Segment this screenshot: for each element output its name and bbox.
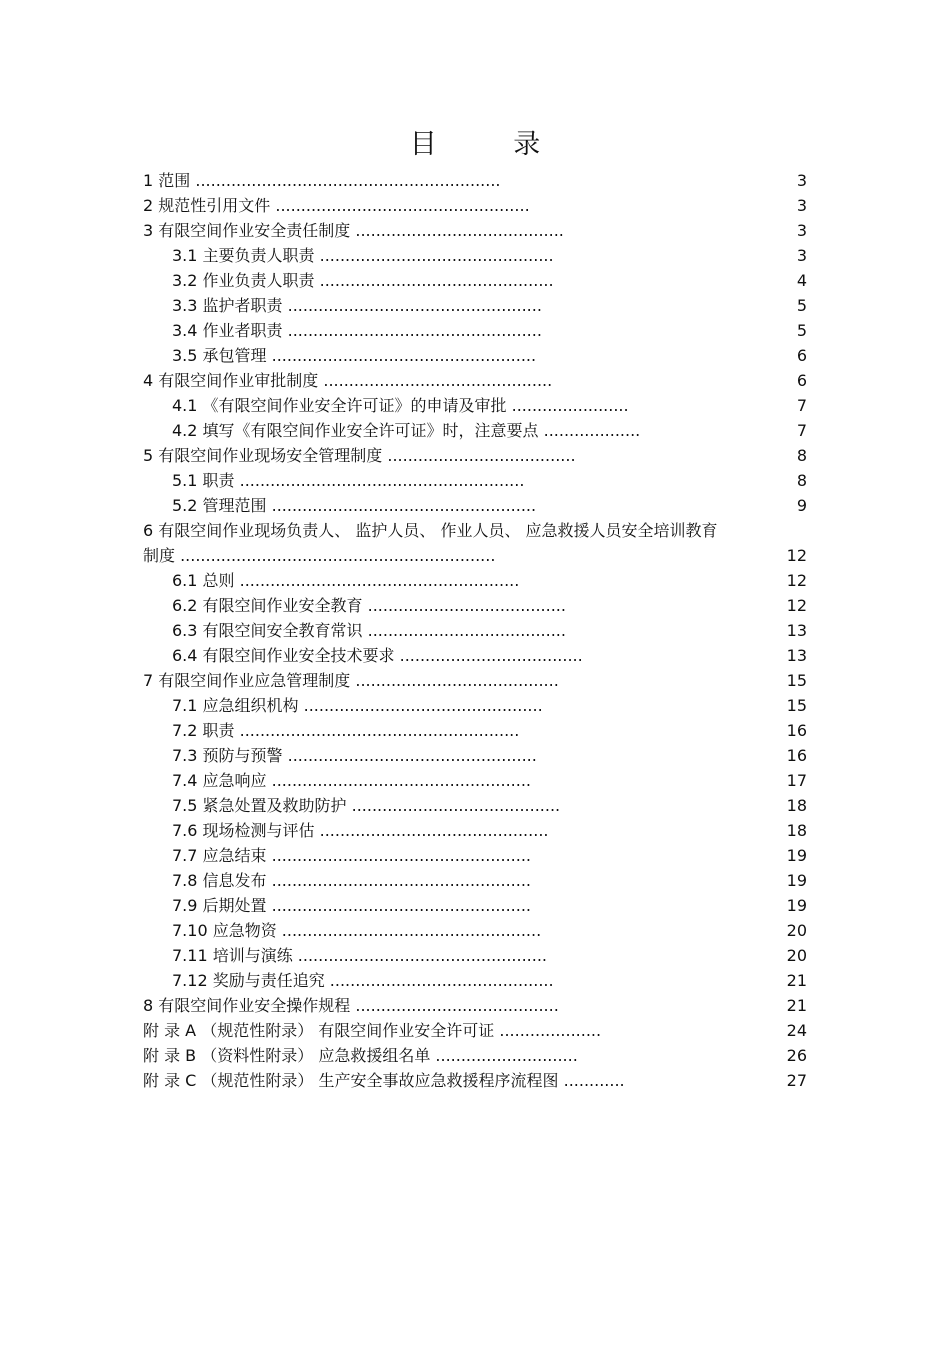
toc-entry[interactable] xyxy=(0,443,950,468)
toc-entry-page: 3 xyxy=(796,246,807,265)
toc-entry-label: 7.4 应急响应 ................................................... xyxy=(172,771,532,790)
toc-entry-label: 6.3 有限空间安全教育常识 ....................................... xyxy=(172,621,566,640)
toc-entry-label: 7 有限空间作业应急管理制度 ........................................ xyxy=(143,671,559,690)
toc-entry-label: 6 有限空间作业现场负责人、 监护人员、 作业人员、 应急救援人员安全培训教育 xyxy=(143,521,718,540)
toc-entry[interactable] xyxy=(0,493,950,518)
toc-entry-label: 3.3 监护者职责 .................................................. xyxy=(172,296,542,315)
toc-entry-label: 7.7 应急结束 ................................................... xyxy=(172,846,532,865)
toc-entry[interactable] xyxy=(0,318,950,343)
toc-entry-page: 15 xyxy=(786,671,807,690)
toc-entry[interactable] xyxy=(0,643,950,668)
toc-entry-page: 12 xyxy=(786,571,807,590)
toc-entry[interactable] xyxy=(0,368,950,393)
toc-entry-label: 6.2 有限空间作业安全教育 ....................................... xyxy=(172,596,566,615)
toc-entry-label: 2 规范性引用文件 .................................................. xyxy=(143,196,530,215)
toc-entry-label: 4.1 《有限空间作业安全许可证》的申请及审批 ....................... xyxy=(172,396,629,415)
toc-entry-label: 3.5 承包管理 .................................................... xyxy=(172,346,537,365)
toc-entry-label: 1 范围 ............................................................ xyxy=(143,171,501,190)
toc-entry-label: 7.2 职责 ....................................................... xyxy=(172,721,520,740)
toc-entry-label: 3.1 主要负责人职责 .............................................. xyxy=(172,246,554,265)
toc-entry-page: 20 xyxy=(786,921,807,940)
toc-entry-label: 7.3 预防与预警 ................................................. xyxy=(172,746,537,765)
toc-entry-page: 19 xyxy=(786,871,807,890)
toc-entry-label: 6.4 有限空间作业安全技术要求 .................................... xyxy=(172,646,583,665)
toc-entry-page: 18 xyxy=(786,821,807,840)
toc-entry-page: 12 xyxy=(786,596,807,615)
toc-entry-label: 7.10 应急物资 ................................................... xyxy=(172,921,542,940)
toc-entry-page: 18 xyxy=(786,796,807,815)
toc-entry[interactable] xyxy=(0,168,950,193)
toc-entry[interactable] xyxy=(0,293,950,318)
toc-entry-label: 4 有限空间作业审批制度 ............................................. xyxy=(143,371,553,390)
toc-entry[interactable] xyxy=(0,1068,950,1093)
toc-entry-label: 7.9 后期处置 ................................................... xyxy=(172,896,532,915)
toc-entry-page: 19 xyxy=(786,896,807,915)
toc-entry-label: 附 录 C （规范性附录） 生产安全事故应急救援程序流程图 ............ xyxy=(143,1071,625,1090)
toc-entry-label: 5.2 管理范围 .................................................... xyxy=(172,496,537,515)
toc-entry-page: 3 xyxy=(796,221,807,240)
toc-entry-page: 15 xyxy=(786,696,807,715)
toc-entry-page: 6 xyxy=(796,346,807,365)
toc-entry[interactable] xyxy=(0,718,950,743)
toc-entry[interactable] xyxy=(0,893,950,918)
toc-entry-label: 附 录 B （资料性附录） 应急救援组名单 ............................ xyxy=(143,1046,578,1065)
page-title: 目 录 xyxy=(409,129,575,160)
toc-entry[interactable] xyxy=(0,1018,950,1043)
toc-entry-label: 制度 .............................................................. xyxy=(143,546,496,565)
toc-entry[interactable] xyxy=(0,743,950,768)
toc-entry[interactable] xyxy=(0,993,950,1018)
toc-entry-page: 16 xyxy=(786,721,807,740)
toc-entry-page: 16 xyxy=(786,746,807,765)
toc-entry-page: 17 xyxy=(786,771,807,790)
toc-entry-label: 7.11 培训与演练 ................................................. xyxy=(172,946,548,965)
toc-entry[interactable] xyxy=(0,668,950,693)
toc-entry[interactable] xyxy=(0,418,950,443)
toc-entry-page: 3 xyxy=(796,196,807,215)
toc-entry-page: 9 xyxy=(796,496,807,515)
toc-entry-page: 19 xyxy=(786,846,807,865)
toc-entry-page: 8 xyxy=(796,471,807,490)
toc-entry-page: 6 xyxy=(796,371,807,390)
toc-entry-label: 3.2 作业负责人职责 .............................................. xyxy=(172,271,554,290)
toc-entry-label: 4.2 填写《有限空间作业安全许可证》时，注意要点 ................... xyxy=(172,421,641,440)
toc-entry-page: 24 xyxy=(786,1021,807,1040)
toc-entry[interactable] xyxy=(0,768,950,793)
toc-entry-page: 4 xyxy=(796,271,807,290)
toc-entry-page: 5 xyxy=(796,321,807,340)
toc-entry[interactable] xyxy=(0,568,950,593)
toc-entry[interactable] xyxy=(0,843,950,868)
toc-entry[interactable] xyxy=(0,218,950,243)
toc-entry-label: 3 有限空间作业安全责任制度 ......................................... xyxy=(143,221,564,240)
toc-entry-page: 13 xyxy=(786,621,807,640)
toc-entry[interactable] xyxy=(0,268,950,293)
toc-entry[interactable] xyxy=(0,343,950,368)
toc-entry-page: 8 xyxy=(796,446,807,465)
toc-entry[interactable] xyxy=(0,618,950,643)
toc-entry-page: 7 xyxy=(796,396,807,415)
toc-entry-label: 7.5 紧急处置及救助防护 ......................................... xyxy=(172,796,561,815)
toc-entry[interactable] xyxy=(0,693,950,718)
toc-entry[interactable] xyxy=(0,1043,950,1068)
toc-entry-page: 20 xyxy=(786,946,807,965)
toc-entry[interactable] xyxy=(0,393,950,418)
toc-entry-label: 8 有限空间作业安全操作规程 ........................................ xyxy=(143,996,559,1015)
toc-entry-page: 13 xyxy=(786,646,807,665)
toc-entry-label: 5.1 职责 ........................................................ xyxy=(172,471,525,490)
toc-entry-page: 3 xyxy=(796,171,807,190)
toc-entry-label: 7.1 应急组织机构 ............................................... xyxy=(172,696,543,715)
toc-entry[interactable] xyxy=(0,468,950,493)
toc-entry[interactable] xyxy=(0,943,950,968)
toc-entry-page: 21 xyxy=(786,996,807,1015)
toc-entry[interactable] xyxy=(0,243,950,268)
toc-entry-label: 3.4 作业者职责 .................................................. xyxy=(172,321,542,340)
toc-entry[interactable] xyxy=(0,543,950,568)
toc-entry-page: 26 xyxy=(786,1046,807,1065)
toc-entry-page: 7 xyxy=(796,421,807,440)
toc-entry-label: 7.8 信息发布 ................................................... xyxy=(172,871,532,890)
toc-entry[interactable] xyxy=(0,818,950,843)
toc-entry-label: 7.6 现场检测与评估 ............................................. xyxy=(172,821,549,840)
toc-entry[interactable] xyxy=(0,518,950,543)
toc-entry[interactable] xyxy=(0,968,950,993)
toc-entry[interactable] xyxy=(0,593,950,618)
toc-entry-page: 27 xyxy=(786,1071,807,1090)
toc-entry-page: 12 xyxy=(786,546,807,565)
toc-entry[interactable] xyxy=(0,793,950,818)
toc-entry-label: 附 录 A （规范性附录） 有限空间作业安全许可证 .................... xyxy=(143,1021,602,1040)
toc-entry-label: 7.12 奖励与责任追究 ............................................ xyxy=(172,971,554,990)
toc-entry[interactable] xyxy=(0,868,950,893)
toc-entry-page: 5 xyxy=(796,296,807,315)
toc-entry[interactable] xyxy=(0,918,950,943)
toc-entry-page: 21 xyxy=(786,971,807,990)
toc-entry-label: 5 有限空间作业现场安全管理制度 ..................................... xyxy=(143,446,576,465)
toc-entry-label: 6.1 总则 ....................................................... xyxy=(172,571,520,590)
toc-entry[interactable] xyxy=(0,193,950,218)
